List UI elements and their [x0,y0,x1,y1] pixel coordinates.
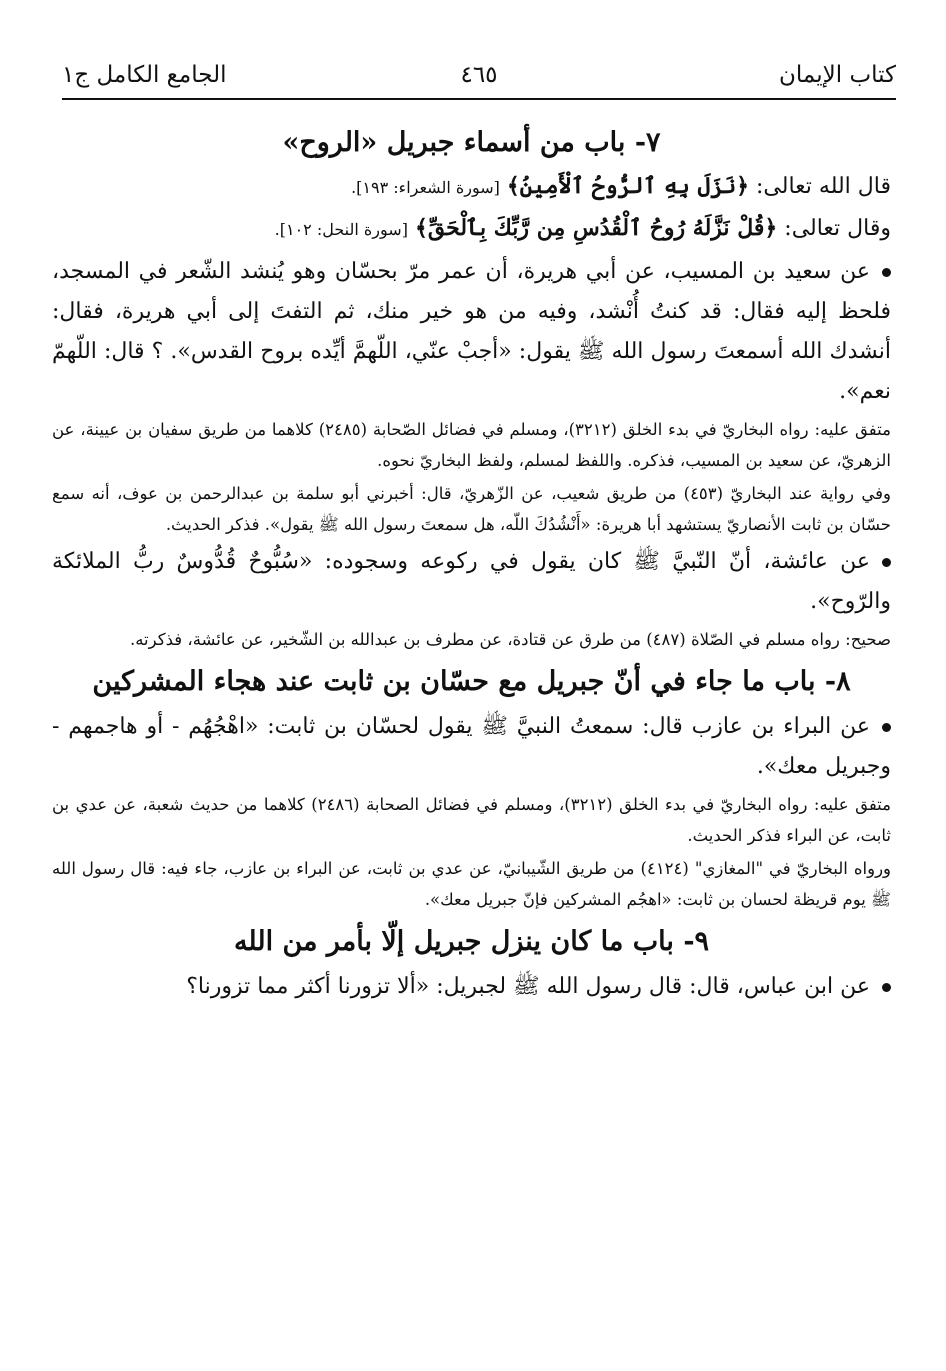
section-7-takhrij-1a: متفق عليه: رواه البخاريّ في بدء الخلق (٣٢١٢)، ومسلم في فضائل الصّحابة (٢٤٨٥) كلاهما من طريق سفيان بن عيينة، عن الزهريّ، عن سعيد بن المسيب، فذكره. واللفظ لمسلم، ولفظ البخاريّ نحوه. [52,420,891,470]
page-body [52,120,891,1007]
verse-reference: [سورة الشعراء: ١٩٣]. [351,178,500,197]
bullet-icon [882,723,891,732]
hadith-text: عن ابن عباس، قال: قال رسول الله ﷺ لجبريل: «ألا تزورنا أكثر مما تزورنا؟ [186,974,870,999]
quran-verse: ﴿قُلْ نَزَّلَهُ رُوحُ ٱلْقُدُسِ مِن رَّبِّكَ بِٱلْحَقِّ﴾ [414,215,778,241]
section-7-title: ٧- باب من أسماء جبريل «الروح» [282,127,661,158]
section-9-hadith-1 [52,967,891,1007]
book-volume-title: الجامع الكامل ج١ [62,62,227,88]
bullet-icon [882,558,891,567]
section-7-verse-1 [52,166,891,208]
verse-intro: وقال تعالى: [784,216,891,241]
section-7-verse-2 [52,208,891,250]
section-7-hadith-1 [52,252,891,412]
section-8-hadith-1 [52,707,891,787]
book-section-title: كتاب الإيمان [779,62,896,88]
quran-verse: ﴿نَزَلَ بِهِ ٱلرُّوحُ ٱلْأَمِينُ﴾ [506,173,750,199]
hadith-text: عن عائشة، أنّ النّبيَّ ﷺ كان يقول في ركوعه وسجوده: «سُبُّوحٌ قُدُّوسٌ ربُّ الملائكة والرّوح». [52,549,891,614]
page-number: ٤٦٥ [460,62,498,88]
section-8-title: ٨- باب ما جاء في أنّ جبريل مع حسّان بن ثابت عند هجاء المشركين [92,666,851,697]
section-7-takhrij-2: صحيح: رواه مسلم في الصّلاة (٤٨٧) من طرق عن قتادة، عن مطرف بن عبدالله بن الشّخير، عن عائشة، فذكرته. [129,630,891,649]
section-7-takhrij-1b: وفي رواية عند البخاريّ (٤٥٣) من طريق شعيب، عن الزّهريّ، قال: أخبرني أبو سلمة بن عبدالرحمن بن عوف، أنه سمع حسّان بن ثابت الأنصاريّ يستشهد أبا هريرة: «أَنْشُدُكَ اللّه، هل سمعتَ رسول الله ﷺ يقول». فذكر الحديث. [52,484,891,534]
running-header [62,58,896,100]
section-8-takhrij-1b: ورواه البخاريّ في "المغازي" (٤١٢٤) من طريق الشّيبانيّ، عن عدي بن ثابت، عن البراء بن عازب، جاء فيه: قال رسول الله ﷺ يوم قريظة لحسان بن ثابت: «اهجُم المشركين فإنّ جبريل معك». [52,859,892,909]
hadith-text: عن البراء بن عازب قال: سمعتُ النبيَّ ﷺ يقول لحسّان بن ثابت: «اهْجُهُم - أو هاجمهم - وجبريل معك». [52,714,891,779]
verse-reference: [سورة النحل: ١٠٢]. [274,220,408,239]
hadith-text: عن سعيد بن المسيب، عن أبي هريرة، أن عمر مرّ بحسّان وهو يُنشد الشّعر في المسجد، فلحظ إليه فقال: قد كنتُ أُنْشد، وفيه من هو خير منك، ثم التفتَ إلى أبي هريرة، فقال: أنشدك الله أسمعتَ رسول الله ﷺ يقول: «أجبْ عنّي، اللّهمَّ أيِّده بروح القدس». ؟ قال: اللّهمّ نعم». [52,259,891,404]
bullet-icon [882,268,891,277]
section-7-hadith-2 [52,542,891,622]
section-8-takhrij-1a: متفق عليه: رواه البخاريّ في بدء الخلق (٣٢١٢)، ومسلم في فضائل الصحابة (٢٤٨٦) كلاهما من حديث شعبة، عن عدي بن ثابت، عن البراء فذكر الحديث. [52,795,891,845]
verse-intro: قال الله تعالى: [756,174,891,199]
section-9-title: ٩- باب ما كان ينزل جبريل إلّا بأمر من الله [233,926,710,957]
bullet-icon [882,983,891,992]
